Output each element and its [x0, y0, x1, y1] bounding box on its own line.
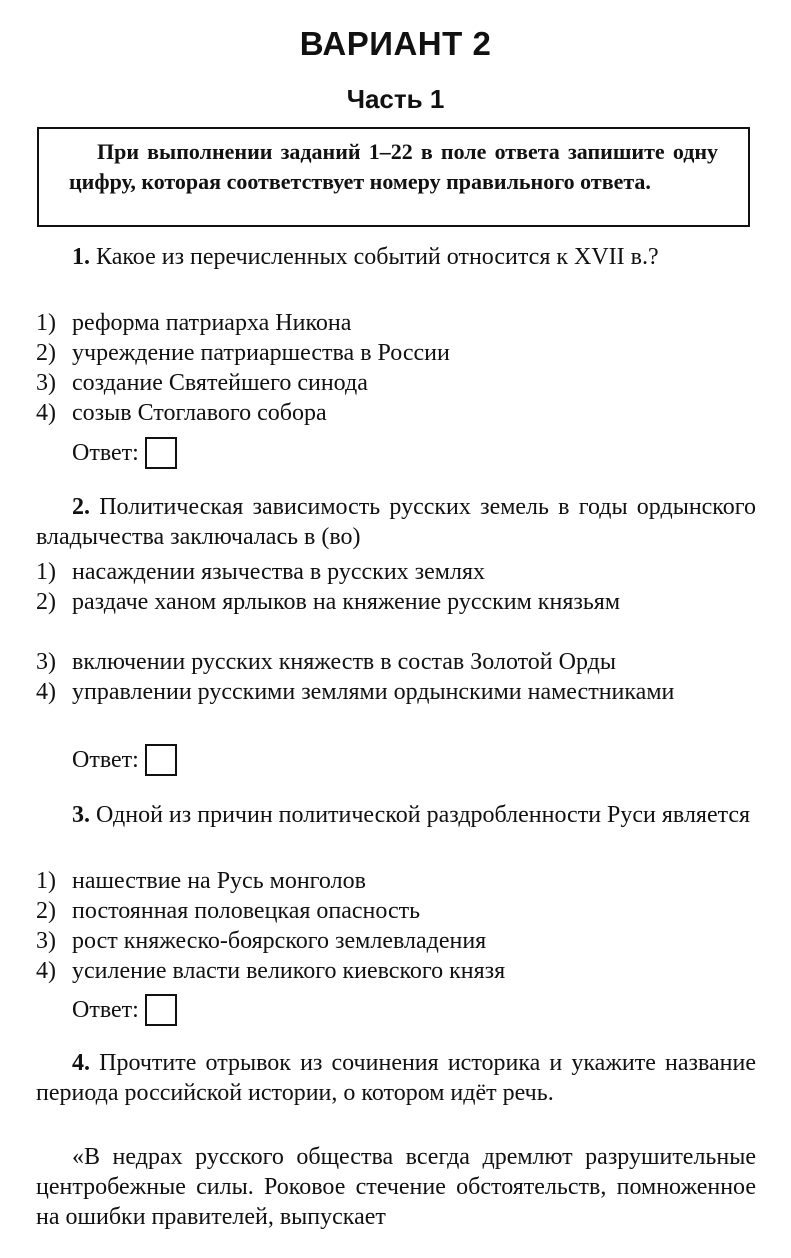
q1-answer-box[interactable] [145, 437, 177, 469]
option-number: 2) [36, 340, 56, 366]
option-number: 3) [36, 928, 56, 954]
q1-option-3 [36, 368, 756, 398]
question-2-text [36, 492, 756, 552]
option-text: включении русских княжеств в состав Золотой Орды [72, 649, 616, 675]
question-3 [36, 800, 756, 830]
question-3-text [36, 800, 756, 830]
q2-answer-box[interactable] [145, 744, 177, 776]
q2-option-1 [36, 557, 756, 587]
q2-option-3 [36, 647, 756, 677]
q3-answer-box[interactable] [145, 994, 177, 1026]
q2-answer [72, 743, 177, 777]
option-number: 4) [36, 958, 56, 984]
question-body: Политическая зависимость русских земель в годы ордынского владычества заключалась в (во) [36, 494, 756, 550]
option-text: постоянная половецкая опасность [72, 898, 421, 924]
question-number: 4. [72, 1050, 90, 1076]
historian-quote: «В недрах русского общества всегда дремлют разрушительные центробежные силы. Роковое стечение обстоятельств, помноженное на ошибки правителей, выпускает [36, 1144, 756, 1230]
option-text: нашествие на Русь монголов [72, 868, 366, 894]
instruction-box [37, 127, 750, 227]
q3-option-1 [36, 866, 756, 896]
q1-option-4 [36, 398, 756, 428]
question-number: 1. [72, 244, 90, 270]
q1-answer [72, 436, 177, 470]
question-body: Одной из причин политической раздробленности Руси является [96, 802, 751, 828]
option-number: 1) [36, 310, 56, 336]
option-number: 1) [36, 868, 56, 894]
q2-option-2 [36, 587, 756, 617]
question-4 [36, 1048, 756, 1108]
option-text: насаждении язычества в русских землях [72, 559, 486, 585]
option-text: усиление власти великого киевского князя [72, 958, 506, 984]
question-number: 3. [72, 802, 90, 828]
q2-option-4 [36, 677, 756, 707]
answer-label: Ответ: [72, 747, 139, 773]
answer-label: Ответ: [72, 997, 139, 1023]
instruction-text: При выполнении заданий 1–22 в поле ответа запишите одну цифру, которая соответствует номеру правильного ответа. [69, 139, 718, 194]
answer-label: Ответ: [72, 440, 139, 466]
option-text: созыв Стоглавого собора [72, 400, 327, 426]
part-title: Часть 1 [346, 84, 445, 114]
q3-answer [72, 993, 177, 1027]
question-body: Какое из перечисленных событий относится к XVII в.? [96, 244, 659, 270]
q3-option-4 [36, 956, 756, 986]
option-number: 3) [36, 649, 56, 675]
option-text: создание Святейшего синода [72, 370, 368, 396]
question-4-text [36, 1048, 756, 1108]
option-number: 2) [36, 898, 56, 924]
option-text: рост княжеско-боярского землевладения [72, 928, 487, 954]
option-number: 4) [36, 400, 56, 426]
variant-title: ВАРИАНТ 2 [299, 25, 492, 62]
option-text: учреждение патриаршества в России [72, 340, 450, 366]
question-number: 2. [72, 494, 90, 520]
question-1 [36, 242, 756, 272]
option-number: 2) [36, 589, 56, 615]
option-text: реформа патриарха Никона [72, 310, 352, 336]
option-number: 4) [36, 679, 56, 705]
question-body: Прочтите отрывок из сочинения историка и укажите название периода российской истории, о котором идёт речь. [36, 1050, 757, 1106]
question-1-text [36, 242, 756, 272]
q3-option-2 [36, 896, 756, 926]
question-2 [36, 492, 756, 552]
option-number: 1) [36, 559, 56, 585]
option-text: раздаче ханом ярлыков на княжение русским князьям [72, 589, 621, 615]
option-number: 3) [36, 370, 56, 396]
option-text: управлении русскими землями ордынскими наместниками [72, 679, 675, 705]
q3-option-3 [36, 926, 756, 956]
q1-option-1 [36, 308, 756, 338]
q1-option-2 [36, 338, 756, 368]
